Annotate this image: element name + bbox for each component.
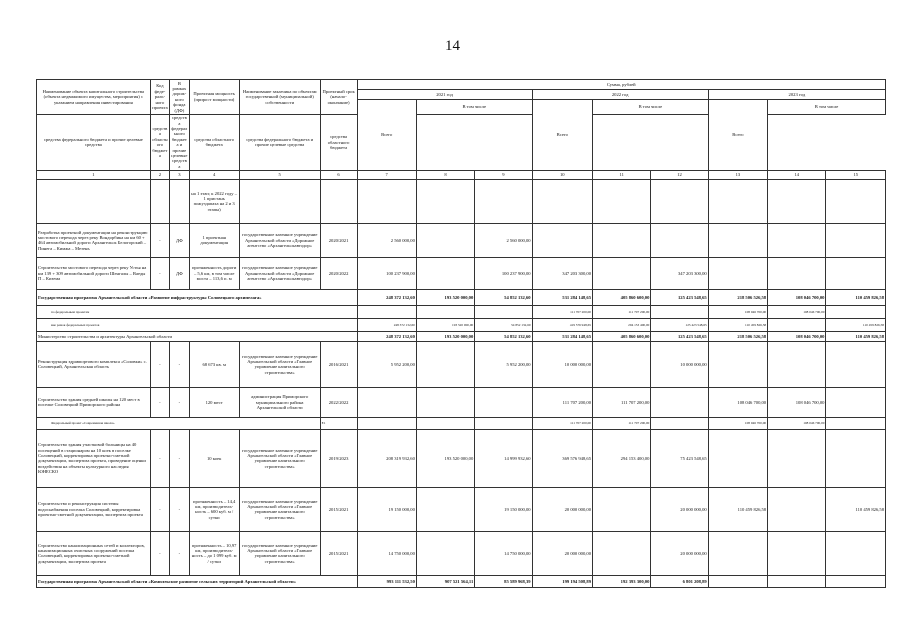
header-term: Проектный срок (начало-окончание) <box>320 80 357 115</box>
term: 2016/2021 <box>320 341 357 387</box>
amount-cell: 20 000 000,00 <box>651 531 708 575</box>
object-name: Строительство мостового перехода через реку Устья на км 139 + 309 автомобильной дороги Шенгалы – Ваеды П – Кизема <box>37 257 151 289</box>
amount-cell <box>768 318 826 331</box>
amount-cell <box>416 417 474 429</box>
table-row <box>37 387 886 417</box>
amount-cell: 14 750 000,00 <box>357 531 416 575</box>
amount-cell: 199 194 508,89 <box>532 575 592 587</box>
summary-label: Государственная программа Архангельской области «Развитие инфраструктуры Соловецкого архипелага» <box>37 289 358 305</box>
federal-project-code: - <box>150 429 169 487</box>
amount-cell: 54 852 132,60 <box>475 318 532 331</box>
amount-cell: 125 423 548,65 <box>651 289 708 305</box>
header-name: Наименование объекта капитального строительства (объекта недвижимого имущества, мероприятия) с указанием направления инвестирования <box>37 80 151 115</box>
object-name <box>37 179 151 223</box>
amount-cell: 294 153 400,00 <box>593 318 651 331</box>
amount-cell <box>708 575 767 587</box>
header-federal: средства федерального бюджета и прочие целевые средства <box>171 115 188 169</box>
table-header <box>37 80 886 180</box>
amount-cell: 110 459 826,58 <box>826 318 886 331</box>
column-number: 13 <box>708 170 767 179</box>
amount-cell <box>475 179 532 223</box>
capacity: 68 673 кв. м <box>189 341 239 387</box>
amount-cell <box>708 223 767 257</box>
term: 2015/2021 <box>320 531 357 575</box>
amount-cell: 100 237 900,00 <box>357 257 416 289</box>
table-row <box>37 487 886 531</box>
federal-project-code <box>150 179 169 223</box>
column-number: 5 <box>239 170 320 179</box>
amount-cell: 111 707 200,00 <box>593 305 651 318</box>
amount-cell <box>475 305 532 318</box>
amount-cell: 531 284 148,65 <box>532 289 592 305</box>
column-number: 3 <box>170 170 189 179</box>
header-regional: средства областного бюджета <box>189 114 239 170</box>
header-capacity: Проектная мощность (прирост мощности) <box>189 80 239 115</box>
table-body <box>37 179 886 587</box>
header-customer: Наименование заказчика по объектам государственной (муниципальной) собственности <box>239 80 320 115</box>
object-name: Строительство канализационных сетей и коллекторов, канализационных очистных сооружений поселка Соловецкий, корректировка проектно-сметной документации, экспертиза проекта <box>37 531 151 575</box>
summary-label: Федеральный проект «Современная школа» <box>37 417 321 429</box>
customer: государственное казенное учреждение Архангельской области «Главное управление капитального строительства» <box>239 341 320 387</box>
header-federal: средства федерального бюджета и прочие целевые средства <box>37 114 151 170</box>
amount-cell: 20 000 000,00 <box>532 487 592 531</box>
road-fund: - <box>170 387 189 417</box>
customer <box>239 179 320 223</box>
amount-cell: 110 459 826,58 <box>708 487 767 531</box>
amount-cell <box>768 531 826 575</box>
object-name: Реконструкция здравпортового комплекса «Соловки» с. Соловецкий, Архангельская область <box>37 341 151 387</box>
amount-cell <box>651 417 708 429</box>
amount-cell <box>708 341 767 387</box>
amount-cell: 108 046 700,00 <box>708 417 767 429</box>
term: 2022/2022 <box>320 387 357 417</box>
amount-cell: 111 707 200,00 <box>532 387 592 417</box>
amount-cell <box>826 179 886 223</box>
term: 2019/2023 <box>320 429 357 487</box>
amount-cell: 110 459 826,58 <box>708 318 767 331</box>
amount-cell <box>593 257 651 289</box>
amount-cell: 19 150 000,00 <box>475 487 532 531</box>
summary-row <box>37 289 886 305</box>
amount-cell: 111 707 200,00 <box>593 417 651 429</box>
amount-cell: 108 046 700,00 <box>768 331 826 341</box>
summary-label: Государственная программа Архангельской области «Комплексное развитие сельских территорий Архангельской области» <box>37 575 358 587</box>
header-year-2023: 2023 год <box>708 90 885 100</box>
capacity: 1 проектная документация <box>189 223 239 257</box>
amount-cell <box>768 487 826 531</box>
amount-cell <box>532 223 592 257</box>
amount-cell <box>708 429 767 487</box>
header-code: Код феде-раль-ного проекта <box>150 80 169 115</box>
amount-cell <box>826 531 886 575</box>
amount-cell <box>357 179 416 223</box>
amount-cell: 405 860 600,00 <box>593 331 651 341</box>
amount-cell <box>768 257 826 289</box>
term: 2015/2021 <box>320 487 357 531</box>
amount-cell: 110 459 826,58 <box>826 289 886 305</box>
amount-cell: 907 521 564,11 <box>416 575 474 587</box>
customer: администрация Приморского муниципального района Архангельской области <box>239 387 320 417</box>
federal-project-code: - <box>150 487 169 531</box>
capacity: 120 мест <box>189 387 239 417</box>
road-fund: ДФ <box>170 223 189 257</box>
amount-cell: 369 576 948,65 <box>532 429 592 487</box>
customer: государственное казенное учреждение Архангельской области «Дорожное агентство «Архангельскавтодор» <box>239 223 320 257</box>
amount-cell <box>768 575 826 587</box>
column-number: 2 <box>150 170 169 179</box>
column-number: 4 <box>189 170 239 179</box>
amount-cell: 993 111 532,50 <box>357 575 416 587</box>
amount-cell <box>826 341 886 387</box>
road-fund <box>170 179 189 223</box>
column-number: 1 <box>37 170 151 179</box>
object-name: Строительство здания средней школы на 120 мест в поселке Соловецкий Приморского района <box>37 387 151 417</box>
amount-cell <box>416 223 474 257</box>
amount-cell: 419 576 948,65 <box>532 318 592 331</box>
table-row <box>37 179 886 223</box>
amount-cell: 193 520 000,00 <box>416 429 474 487</box>
summary-label: по федеральным проектам <box>37 305 358 318</box>
amount-cell <box>416 179 474 223</box>
amount-cell <box>593 531 651 575</box>
amount-cell: 248 372 132,60 <box>357 289 416 305</box>
amount-cell: 14 750 000,00 <box>475 531 532 575</box>
amount-cell <box>416 341 474 387</box>
amount-cell: 110 459 826,58 <box>826 331 886 341</box>
road-fund: ДФ <box>170 257 189 289</box>
amount-cell: 405 860 600,00 <box>593 289 651 305</box>
capacity: на 1 этап; к 2022 году – 1 пристань пожуздапаха на 2 и 3 этапы) <box>189 179 239 223</box>
amount-cell <box>593 341 651 387</box>
amount-cell <box>826 417 886 429</box>
amount-cell <box>708 257 767 289</box>
amount-cell: 5 952 200,00 <box>357 341 416 387</box>
budget-table <box>36 79 886 588</box>
amount-cell: 5 952 200,00 <box>475 341 532 387</box>
road-fund: - <box>170 531 189 575</box>
capacity: протяженность – 10,97 км, производитель-ность – до 1 099 куб. м / сутки <box>189 531 239 575</box>
table-row <box>37 257 886 289</box>
column-number: 11 <box>593 170 651 179</box>
federal-project-code: - <box>150 223 169 257</box>
amount-cell <box>826 305 886 318</box>
amount-cell: 294 153 400,00 <box>593 429 651 487</box>
summary-row <box>37 318 886 331</box>
amount-cell: 108 046 700,00 <box>708 387 767 417</box>
federal-project-code: Е1 <box>320 417 357 429</box>
amount-cell: 193 520 000,00 <box>416 331 474 341</box>
amount-cell <box>651 305 708 318</box>
federal-project-code: - <box>150 257 169 289</box>
amount-cell: 20 000 000,00 <box>532 531 592 575</box>
amount-cell: 6 801 208,89 <box>651 575 708 587</box>
summary-row <box>37 417 886 429</box>
column-number: 15 <box>826 170 886 179</box>
amount-cell <box>416 305 474 318</box>
column-number: 9 <box>475 170 532 179</box>
amount-cell <box>357 417 416 429</box>
amount-cell: 20 000 000,00 <box>651 487 708 531</box>
amount-cell <box>475 387 532 417</box>
amount-cell <box>768 223 826 257</box>
amount-cell: 2 560 000,00 <box>475 223 532 257</box>
amount-cell: 111 707 200,00 <box>532 305 592 318</box>
amount-cell <box>593 223 651 257</box>
amount-cell: 110 459 826,58 <box>826 487 886 531</box>
road-fund: - <box>170 487 189 531</box>
customer: государственное казенное учреждение Архангельской области «Главное управление капитального строительства» <box>239 531 320 575</box>
federal-project-code: - <box>150 531 169 575</box>
amount-cell <box>826 387 886 417</box>
amount-cell: 248 372 132,60 <box>357 318 416 331</box>
amount-cell <box>826 429 886 487</box>
amount-cell: 111 707 200,00 <box>532 417 592 429</box>
amount-cell: 108 046 700,00 <box>768 305 826 318</box>
amount-cell: 248 372 132,60 <box>357 331 416 341</box>
amount-cell <box>708 531 767 575</box>
amount-cell <box>708 179 767 223</box>
amount-cell: 192 393 300,00 <box>593 575 651 587</box>
road-fund: - <box>170 429 189 487</box>
header-total: Всего <box>532 100 592 171</box>
amount-cell <box>651 223 708 257</box>
table-row <box>37 223 886 257</box>
customer: государственное казенное учреждение Архангельской области «Дорожное агентство «Архангельскавтодор» <box>239 257 320 289</box>
column-number: 14 <box>768 170 826 179</box>
amount-cell: 108 046 700,00 <box>768 289 826 305</box>
column-number: 7 <box>357 170 416 179</box>
capacity: протяженность дороги – 5,6 км, в том числе моста – 113,6 п. м <box>189 257 239 289</box>
term: 2020/2022 <box>320 257 357 289</box>
amount-cell <box>357 387 416 417</box>
amount-cell: 19 150 000,00 <box>357 487 416 531</box>
amount-cell: 10 000 000,00 <box>651 341 708 387</box>
federal-project-code: - <box>150 387 169 417</box>
amount-cell: 75 423 548,65 <box>651 429 708 487</box>
amount-cell: 347 203 300,00 <box>532 257 592 289</box>
amount-cell: 2 560 000,00 <box>357 223 416 257</box>
amount-cell <box>416 257 474 289</box>
amount-cell <box>651 179 708 223</box>
header-year-2021: 2021 год <box>357 90 532 100</box>
amount-cell <box>768 341 826 387</box>
header-in-that-number: В том числе <box>768 100 886 115</box>
amount-cell <box>593 487 651 531</box>
section-title: Министерство строительства и архитектуры Архангельской области <box>37 331 358 341</box>
header-year-2022: 2022 год <box>532 90 708 100</box>
amount-cell: 218 506 526,58 <box>708 289 767 305</box>
header-total: Всего <box>708 100 767 171</box>
amount-cell <box>416 387 474 417</box>
amount-cell: 108 046 700,00 <box>768 387 826 417</box>
amount-cell: 347 203 300,00 <box>651 257 708 289</box>
summary-label: вне рамок федеральных проектов <box>37 318 358 331</box>
amount-cell <box>532 179 592 223</box>
page-number: 14 <box>445 38 460 54</box>
amount-cell <box>593 179 651 223</box>
table-row <box>37 341 886 387</box>
amount-cell <box>826 575 886 587</box>
header-regional: средства областного бюджета <box>150 114 169 170</box>
amount-cell: 54 852 132,60 <box>475 331 532 341</box>
capacity: 10 коек <box>189 429 239 487</box>
customer: государственное казенное учреждение Архангельской области «Главное управление капитального строительства» <box>239 429 320 487</box>
amount-cell <box>416 487 474 531</box>
amount-cell <box>768 429 826 487</box>
header-in-that-number: В том числе <box>416 100 532 115</box>
object-name: Разработка проектной документации на реконструкцию мостового перехода через реку Вондорбика на км 60 + 464 автомобильной дороги Архангельск Белогорский – Пинега – Кимжа – Мезень <box>37 223 151 257</box>
header-in-that-number: В том числе <box>593 100 709 115</box>
amount-cell <box>826 257 886 289</box>
column-number: 12 <box>651 170 708 179</box>
amount-cell: 85 589 968,39 <box>475 575 532 587</box>
summary-row <box>37 575 886 587</box>
amount-cell: 100 237 900,00 <box>475 257 532 289</box>
customer: государственное казенное учреждение Архангельской области «Главное управление капитального строительства» <box>239 487 320 531</box>
amount-cell: 108 046 700,00 <box>768 417 826 429</box>
header-regional: средства областного бюджета <box>320 114 357 170</box>
amount-cell: 14 999 932,60 <box>475 429 532 487</box>
amount-cell <box>826 223 886 257</box>
object-name: Строительство здания участковой больницы на 40 посещений в стационаром на 10 коек в поселке Соловецкий, корректировка проектно-сметной документации, экспертиза проекта, проведение оценки воздействия на объекты культурного наследия ЮНЕСКО <box>37 429 151 487</box>
amount-cell <box>416 531 474 575</box>
table-row <box>37 531 886 575</box>
header-form: В рамках дорож-ного фонда (ДФ) <box>170 80 189 115</box>
amount-cell: 10 000 000,00 <box>532 341 592 387</box>
header-federal: средства федерального бюджета и прочие целевые средства <box>239 114 320 170</box>
column-number: 8 <box>416 170 474 179</box>
summary-row <box>37 305 886 318</box>
amount-cell <box>357 305 416 318</box>
amount-cell: 125 423 548,65 <box>651 331 708 341</box>
amount-cell: 111 707 200,00 <box>593 387 651 417</box>
amount-cell: 193 520 000,00 <box>416 289 474 305</box>
amount-cell <box>651 387 708 417</box>
amount-cell: 108 046 700,00 <box>708 305 767 318</box>
amount-cell: 531 284 148,65 <box>532 331 592 341</box>
header-total: Всего <box>357 100 416 171</box>
section-row <box>37 331 886 341</box>
term: 2020/2021 <box>320 223 357 257</box>
amount-cell: 193 520 000,00 <box>416 318 474 331</box>
header-sum: Сумма, рублей <box>357 80 886 90</box>
road-fund: - <box>170 341 189 387</box>
amount-cell: 218 506 526,58 <box>708 331 767 341</box>
amount-cell <box>768 179 826 223</box>
term <box>320 179 357 223</box>
amount-cell: 208 319 932,60 <box>357 429 416 487</box>
column-number: 6 <box>320 170 357 179</box>
federal-project-code: - <box>150 341 169 387</box>
amount-cell: 125 423 548,65 <box>651 318 708 331</box>
amount-cell: 54 852 132,60 <box>475 289 532 305</box>
table-row <box>37 429 886 487</box>
amount-cell <box>475 417 532 429</box>
column-number: 10 <box>532 170 592 179</box>
object-name: Строительство и реконструкция системы водоснабжения поселка Соловецкий, корректировка проектно-сметной документации, экспертиза проекта <box>37 487 151 531</box>
capacity: протяженность – 14,4 км, производитель-ность – 600 куб. м / сутки <box>189 487 239 531</box>
